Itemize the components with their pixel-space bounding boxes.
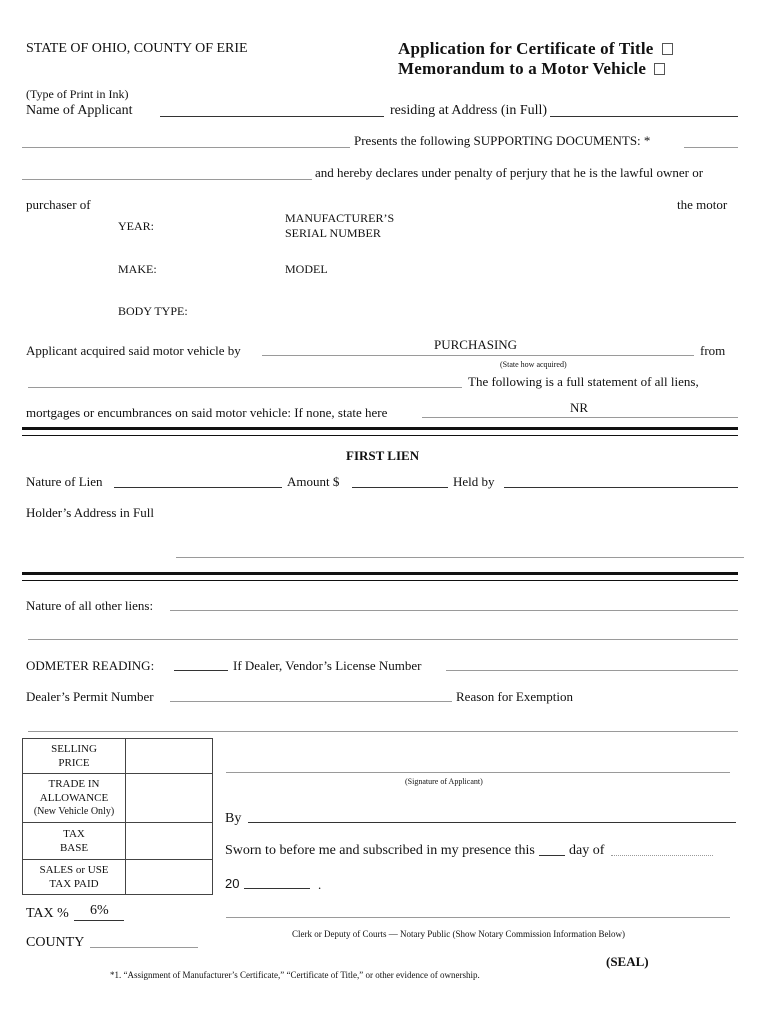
the-motor-label: the motor xyxy=(677,197,728,212)
address-continued-field[interactable] xyxy=(22,147,350,148)
name-of-applicant-label: Name of Applicant xyxy=(26,103,133,118)
tax-row-tax-paid xyxy=(23,860,213,895)
tax-row-label-line2: TAX PAID xyxy=(49,878,99,890)
sworn-label: Sworn to before me and subscribed in my presence this xyxy=(225,843,535,858)
residing-label: residing at Address (in Full) xyxy=(390,103,548,118)
seal-label: (SEAL) xyxy=(606,954,649,969)
applicant-name-field[interactable] xyxy=(160,116,384,117)
dealer-vendor-label: If Dealer, Vendor’s License Number xyxy=(233,658,422,673)
tax-row-label xyxy=(23,860,126,895)
dealer-permit-label: Dealer’s Permit Number xyxy=(26,689,154,704)
signature-of-applicant-note: (Signature of Applicant) xyxy=(405,777,483,786)
dealer-permit-field[interactable] xyxy=(170,701,452,702)
section-divider-2-thin xyxy=(22,580,738,581)
county-label: COUNTY xyxy=(26,935,85,950)
memorandum-title-text: Memorandum to a Motor Vehicle xyxy=(398,59,647,78)
county-field[interactable] xyxy=(90,947,198,948)
tax-row-trade-in xyxy=(23,774,213,823)
day-field[interactable] xyxy=(539,855,565,856)
held-by-field[interactable] xyxy=(504,487,738,488)
title-checkbox[interactable] xyxy=(662,43,673,55)
tax-percent-label: TAX % xyxy=(26,906,69,921)
tax-row-label-line2: PRICE xyxy=(58,757,90,769)
type-print-note: (Type of Print in Ink) xyxy=(26,87,129,101)
held-by-label: Held by xyxy=(453,474,495,489)
address-field[interactable] xyxy=(550,116,738,117)
section-divider xyxy=(22,427,738,430)
tax-row-label-line2: BASE xyxy=(59,842,89,854)
trade-in-field[interactable] xyxy=(126,774,213,823)
from-label: from xyxy=(700,343,726,358)
tax-table xyxy=(22,738,213,895)
first-lien-heading: FIRST LIEN xyxy=(346,448,420,463)
supporting-documents-field[interactable] xyxy=(684,147,738,148)
memorandum-checkbox[interactable] xyxy=(654,63,665,75)
from-continued-field[interactable] xyxy=(28,387,462,388)
reason-exemption-label: Reason for Exemption xyxy=(456,689,573,704)
tax-row-label-line2: ALLOWANCE xyxy=(39,792,109,804)
tax-percent-field[interactable] xyxy=(74,920,124,921)
form-title-line1 xyxy=(398,39,673,59)
footnote: *1. “Assignment of Manufacturer’s Certificate,” “Certificate of Title,” or other evidence of ownership. xyxy=(110,970,480,980)
year-label: YEAR: xyxy=(118,219,154,233)
tax-row-label-line3: (New Vehicle Only) xyxy=(33,806,115,817)
declares-label: and hereby declares under penalty of perjury that he is the lawful owner or xyxy=(315,165,704,180)
vendor-license-field[interactable] xyxy=(446,670,738,671)
supporting-documents-continued-field[interactable] xyxy=(22,179,312,180)
other-liens-continued-field[interactable] xyxy=(28,639,738,640)
form-title-line2 xyxy=(398,59,665,79)
tax-row-selling-price xyxy=(23,739,213,774)
tax-row-label-line1: TRADE IN xyxy=(48,778,100,790)
year-suffix-field[interactable] xyxy=(244,888,310,889)
odometer-field[interactable] xyxy=(174,670,228,671)
purchaser-of-label: purchaser of xyxy=(26,197,91,212)
tax-row-label-line1: SELLING xyxy=(51,743,97,755)
model-label: MODEL xyxy=(285,262,328,276)
make-label: MAKE: xyxy=(118,262,157,276)
clerk-notary-note: Clerk or Deputy of Courts — Notary Public (Show Notary Commission Information Below) xyxy=(292,929,625,939)
odometer-label: ODMETER READING: xyxy=(26,658,155,673)
serial-number-label: SERIAL NUMBER xyxy=(285,226,381,240)
by-field[interactable] xyxy=(248,822,736,823)
state-how-acquired-note: (State how acquired) xyxy=(500,360,567,369)
amount-field[interactable] xyxy=(352,487,448,488)
acquired-value: PURCHASING xyxy=(434,337,518,352)
tax-row-tax-base xyxy=(23,823,213,860)
tax-row-label xyxy=(23,774,126,823)
acquired-label: Applicant acquired said motor vehicle by xyxy=(26,343,241,358)
by-label: By xyxy=(225,811,242,826)
holders-address-label: Holder’s Address in Full xyxy=(26,505,154,520)
amount-label: Amount $ xyxy=(287,474,340,489)
year-prefix: 20 xyxy=(225,876,240,891)
tax-row-label-line1: SALES or USE xyxy=(39,864,109,876)
tax-percent-value: 6% xyxy=(90,903,109,918)
manufacturer-label: MANUFACTURER’S xyxy=(285,211,395,225)
section-divider-thin xyxy=(22,435,738,436)
state-county-label: STATE OF OHIO, COUNTY OF ERIE xyxy=(26,41,248,56)
body-type-label: BODY TYPE: xyxy=(118,304,188,318)
tax-paid-field[interactable] xyxy=(126,860,213,895)
holders-address-field[interactable] xyxy=(176,557,744,558)
tax-row-label xyxy=(23,823,126,860)
tax-base-field[interactable] xyxy=(126,823,213,860)
tax-row-label-line1: TAX xyxy=(63,828,85,840)
nature-of-lien-field[interactable] xyxy=(114,487,282,488)
nature-of-lien-label: Nature of Lien xyxy=(26,474,103,489)
supporting-documents-label: Presents the following SUPPORTING DOCUMENTS: * xyxy=(354,133,651,148)
applicant-signature-field[interactable] xyxy=(226,772,730,773)
selling-price-field[interactable] xyxy=(126,739,213,774)
reason-exemption-field[interactable] xyxy=(28,731,738,732)
full-statement-label: The following is a full statement of all liens, xyxy=(468,374,699,389)
clerk-signature-field[interactable] xyxy=(226,917,730,918)
mortgages-label: mortgages or encumbrances on said motor vehicle: If none, state here xyxy=(26,405,388,420)
year-period: . xyxy=(318,877,322,892)
month-field[interactable] xyxy=(611,855,713,856)
other-liens-field[interactable] xyxy=(170,610,738,611)
acquired-field[interactable] xyxy=(262,355,694,356)
other-liens-label: Nature of all other liens: xyxy=(26,598,154,613)
section-divider-2 xyxy=(22,572,738,575)
day-of-label: day of xyxy=(569,843,605,858)
liens-none-value: NR xyxy=(570,400,589,415)
liens-none-field[interactable] xyxy=(422,417,738,418)
tax-row-label xyxy=(23,739,126,774)
form-title-text: Application for Certificate of Title xyxy=(398,39,654,58)
